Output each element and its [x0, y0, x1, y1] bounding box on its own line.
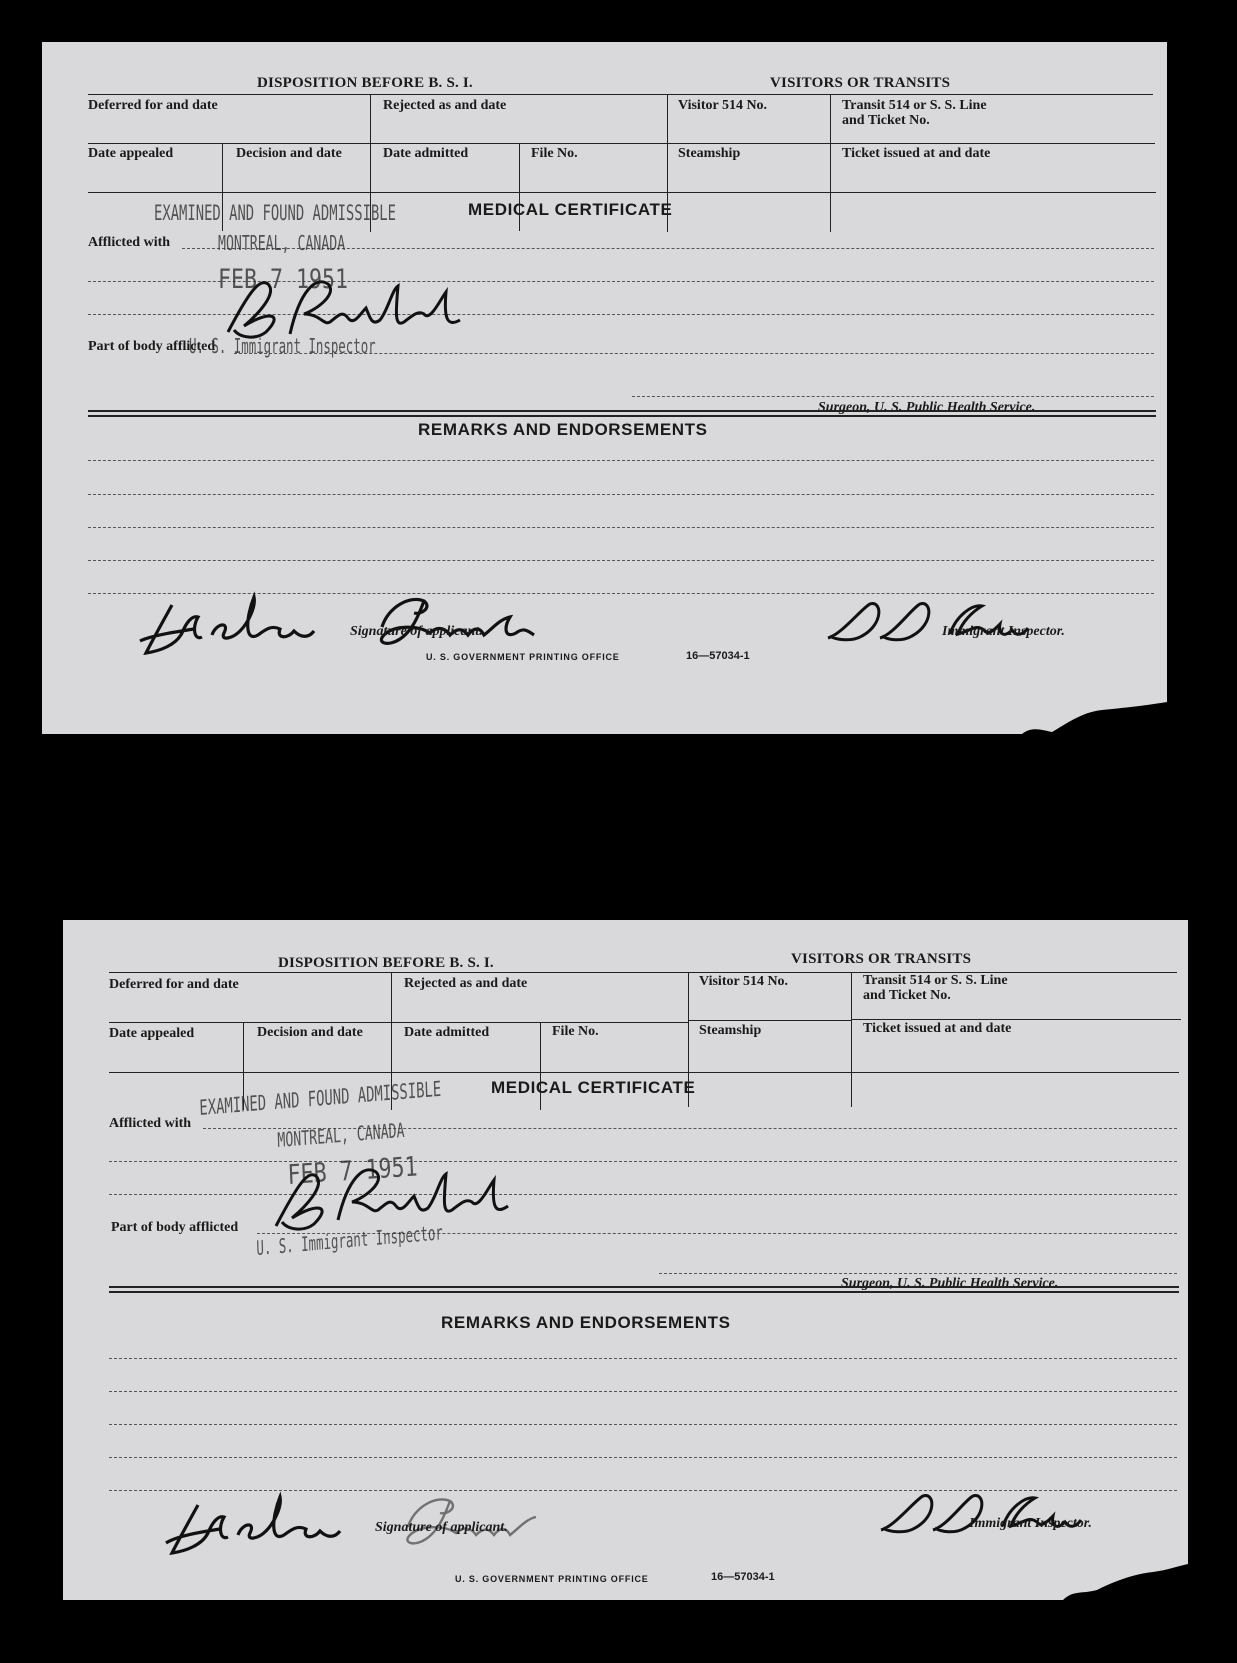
remarks-line — [88, 460, 1154, 461]
divider — [830, 94, 831, 232]
row-rule — [830, 143, 1155, 144]
admission-stamp-line1: EXAMINED AND FOUND ADMISSIBLE — [199, 1076, 442, 1120]
signature-of-applicant-label: Signature of applicant. — [375, 1520, 508, 1535]
row-rule — [688, 1020, 852, 1021]
double-rule-bottom — [109, 1291, 1179, 1293]
afflicted-label: Afflicted with — [109, 1116, 192, 1131]
ticket-label: Ticket issued at and date — [842, 146, 991, 161]
header-rule — [88, 94, 1153, 95]
surgeon-label: Surgeon, U. S. Public Health Service. — [818, 400, 1036, 415]
printing-office: U. S. GOVERNMENT PRINTING OFFICE — [455, 1574, 649, 1584]
rejected-label: Rejected as and date — [404, 976, 528, 991]
stamp-signature — [220, 270, 480, 350]
double-rule-top — [109, 1286, 1179, 1288]
ticket-label: Ticket issued at and date — [863, 1021, 1012, 1036]
double-rule-top — [88, 410, 1156, 412]
remarks-header: REMARKS AND ENDORSEMENTS — [441, 1313, 731, 1332]
decision-label: Decision and date — [257, 1025, 363, 1040]
divider — [851, 972, 852, 1107]
remarks-line — [109, 1391, 1177, 1392]
transit-label-2: and Ticket No. — [842, 113, 930, 128]
disposition-header: DISPOSITION BEFORE B. S. I. — [257, 75, 473, 91]
date-appealed-label: Date appealed — [88, 146, 174, 161]
admission-stamp-title: U. S. Immigrant Inspector — [256, 1220, 444, 1260]
date-appealed-label: Date appealed — [109, 1026, 195, 1041]
row-rule — [667, 143, 831, 144]
remarks-line — [109, 1457, 1177, 1458]
row-rule — [88, 192, 1156, 193]
steamship-label: Steamship — [699, 1023, 762, 1038]
admission-stamp-title: U. S. Immigrant Inspector — [189, 334, 376, 358]
immigrant-inspector-label: Immigrant Inspector. — [969, 1516, 1092, 1531]
remarks-line — [88, 560, 1154, 561]
row-rule — [109, 1022, 689, 1023]
transit-label-2: and Ticket No. — [863, 988, 951, 1003]
header-rule — [109, 972, 1177, 973]
decision-label: Decision and date — [236, 146, 342, 161]
transit-label: Transit 514 or S. S. Line — [842, 98, 987, 113]
remarks-line — [109, 1424, 1177, 1425]
admission-stamp-date: FEB 7 1951 — [287, 1151, 419, 1191]
file-no-label: File No. — [552, 1024, 599, 1039]
form-number: 16—57034-1 — [711, 1571, 775, 1583]
immigration-card-1 — [42, 42, 1167, 734]
remarks-line — [88, 527, 1154, 528]
admission-stamp-date: FEB 7 1951 — [218, 264, 349, 295]
remarks-line — [109, 1358, 1177, 1359]
surgeon-line — [632, 396, 1154, 397]
part-of-body-label: Part of body afflicted — [111, 1220, 239, 1235]
rejected-label: Rejected as and date — [383, 98, 507, 113]
medical-certificate-header: MEDICAL CERTIFICATE — [491, 1078, 696, 1097]
stamp-signature — [268, 1160, 528, 1240]
surgeon-line — [659, 1273, 1177, 1274]
medical-certificate-header: MEDICAL CERTIFICATE — [468, 200, 673, 219]
admission-stamp-line2: MONTREAL, CANADA — [277, 1117, 405, 1152]
row-rule — [88, 143, 668, 144]
surgeon-label: Surgeon, U. S. Public Health Service. — [841, 1276, 1059, 1291]
row-rule — [109, 1072, 1179, 1073]
form-number: 16—57034-1 — [686, 650, 750, 662]
deferred-label: Deferred for and date — [88, 98, 218, 113]
immigrant-inspector-label: Immigrant Inspector. — [942, 624, 1065, 639]
date-admitted-label: Date admitted — [383, 146, 469, 161]
immigration-card-2 — [63, 920, 1188, 1600]
steamship-label: Steamship — [678, 146, 741, 161]
afflicted-label: Afflicted with — [88, 235, 171, 250]
inspector-signature — [875, 1486, 1105, 1541]
visitor-label: Visitor 514 No. — [699, 974, 789, 989]
transit-label: Transit 514 or S. S. Line — [863, 973, 1008, 988]
visitors-header: VISITORS OR TRANSITS — [770, 75, 951, 91]
admission-stamp-line1: EXAMINED AND FOUND ADMISSIBLE — [154, 201, 396, 225]
visitor-label: Visitor 514 No. — [678, 98, 768, 113]
deferred-label: Deferred for and date — [109, 977, 239, 992]
remarks-line — [88, 494, 1154, 495]
signature-of-applicant-label: Signature of applicant. — [350, 624, 483, 639]
torn-edge — [1022, 702, 1167, 734]
file-no-label: File No. — [531, 146, 578, 161]
date-admitted-label: Date admitted — [404, 1025, 490, 1040]
double-rule-bottom — [88, 415, 1156, 417]
remarks-header: REMARKS AND ENDORSEMENTS — [418, 420, 708, 439]
inspector-signature — [822, 594, 1052, 649]
admission-stamp-line2: MONTREAL, CANADA — [218, 231, 346, 255]
row-rule — [851, 1019, 1181, 1020]
disposition-header: DISPOSITION BEFORE B. S. I. — [278, 955, 494, 971]
printing-office: U. S. GOVERNMENT PRINTING OFFICE — [426, 652, 620, 662]
part-of-body-label: Part of body afflicted — [88, 339, 216, 354]
torn-edge — [1063, 1560, 1188, 1600]
visitors-header: VISITORS OR TRANSITS — [791, 951, 972, 967]
